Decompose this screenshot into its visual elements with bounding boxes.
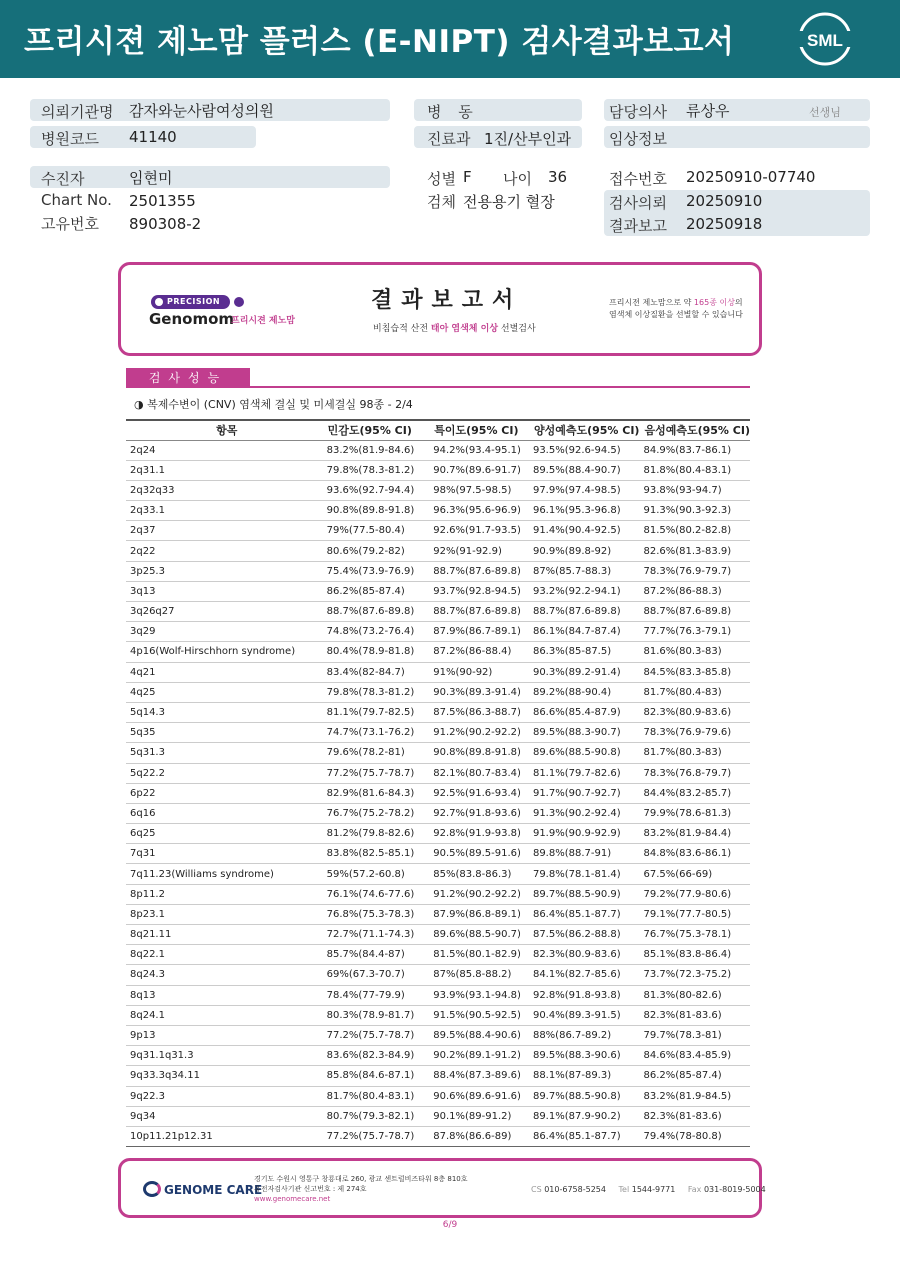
table-cell: 2q31.1 [126, 460, 323, 480]
footer-address: 경기도 수원시 영통구 창룡대로 260, 광교 센트럴비즈타워 8층 810호 유전자검사기관 신고번호 : 제 274호 www.genomecare.net [254, 1175, 468, 1203]
table-cell: 98%(97.5-98.5) [429, 480, 529, 500]
table-cell: 86.1%(84.7-87.4) [529, 622, 640, 642]
table-cell: 89.5%(88.4-90.7) [529, 460, 640, 480]
table-cell: 92.7%(91.8-93.6) [429, 803, 529, 823]
table-cell: 10p11.21p12.31 [126, 1126, 323, 1146]
table-cell: 69%(67.3-70.7) [323, 965, 430, 985]
table-cell: 85.1%(83.8-86.4) [639, 945, 750, 965]
patient-name-value: 임현미 [129, 169, 173, 187]
table-cell: 96.3%(95.6-96.9) [429, 501, 529, 521]
table-cell: 79.7%(78.3-81) [639, 1025, 750, 1045]
table-cell: 4q25 [126, 682, 323, 702]
age-label: 나이 [503, 170, 532, 188]
table-cell: 89.7%(88.5-90.8) [529, 1086, 640, 1106]
table-cell: 76.7%(75.3-78.1) [639, 925, 750, 945]
table-cell: 89.8%(88.7-91) [529, 844, 640, 864]
table-row [126, 581, 750, 601]
table-cell: 74.8%(73.2-76.4) [323, 622, 430, 642]
table-row [126, 702, 750, 722]
report-subtitle: 비침습적 산전 태아 염색체 이상 선별검사 [373, 324, 536, 334]
table-cell: 77.2%(75.7-78.7) [323, 763, 430, 783]
request-date-value: 20250910 [686, 192, 763, 210]
table-cell: 87.2%(86-88.3) [639, 581, 750, 601]
table-cell: 84.5%(83.3-85.8) [639, 662, 750, 682]
table-row [126, 803, 750, 823]
table-cell: 83.2%(81.9-84.6) [323, 440, 430, 460]
chart-no-value: 2501355 [129, 192, 196, 210]
table-cell: 82.3%(80.9-83.6) [529, 945, 640, 965]
table-cell: 79.2%(77.9-80.6) [639, 884, 750, 904]
table-cell: 76.7%(75.2-78.2) [323, 803, 430, 823]
table-row [126, 1126, 750, 1146]
sml-logo [797, 11, 853, 67]
table-cell: 92%(91-92.9) [429, 541, 529, 561]
table-cell: 8q22.1 [126, 945, 323, 965]
table-cell: 79.6%(78.2-81) [323, 743, 430, 763]
section-divider [126, 386, 750, 388]
table-cell: 9q22.3 [126, 1086, 323, 1106]
table-cell: 94.2%(93.4-95.1) [429, 440, 529, 460]
table-row [126, 662, 750, 682]
genomom-logo: Genomom [149, 310, 235, 328]
table-cell: 89.7%(88.5-90.9) [529, 884, 640, 904]
column-header-item: 항목 [126, 420, 323, 440]
table-row [126, 642, 750, 662]
table-row [126, 884, 750, 904]
table-cell: 78.3%(76.9-79.6) [639, 723, 750, 743]
table-cell: 86.2%(85-87.4) [639, 1066, 750, 1086]
table-cell: 78.3%(76.9-79.7) [639, 561, 750, 581]
table-cell: 89.5%(88.3-90.7) [529, 723, 640, 743]
table-row [126, 1066, 750, 1086]
table-cell: 9q31.1q31.3 [126, 1046, 323, 1066]
dept-label: 진료과 [427, 130, 471, 148]
table-cell: 9p13 [126, 1025, 323, 1045]
table-cell: 93.5%(92.6-94.5) [529, 440, 640, 460]
table-cell: 84.1%(82.7-85.6) [529, 965, 640, 985]
table-row [126, 622, 750, 642]
column-header-specificity: 특이도(95% CI) [429, 420, 529, 440]
table-cell: 86.6%(85.4-87.9) [529, 702, 640, 722]
page-title: 프리시젼 제노맘 플러스 (E-NIPT) 검사결과보고서 [24, 24, 735, 60]
genomecare-mark-icon [143, 1181, 161, 1197]
table-cell: 81.3%(80-82.6) [639, 985, 750, 1005]
top-bar [0, 0, 900, 78]
table-row [126, 440, 750, 460]
table-cell: 90.8%(89.8-91.8) [323, 501, 430, 521]
table-cell: 3q13 [126, 581, 323, 601]
table-cell: 84.6%(83.4-85.9) [639, 1046, 750, 1066]
table-cell: 9q33.3q34.11 [126, 1066, 323, 1086]
table-cell: 90.4%(89.3-91.5) [529, 1005, 640, 1025]
table-row [126, 602, 750, 622]
table-cell: 82.3%(81-83.6) [639, 1005, 750, 1025]
footer-url[interactable]: www.genomecare.net [254, 1195, 331, 1203]
specimen-label: 검체 [427, 193, 456, 211]
table-cell: 93.9%(93.1-94.8) [429, 985, 529, 1005]
table-cell: 5q31.3 [126, 743, 323, 763]
column-header-npv: 음성예측도(95% CI) [639, 420, 750, 440]
table-cell: 78.3%(76.8-79.7) [639, 763, 750, 783]
genomom-sub-label: 프리시젼 제노맘 [231, 316, 295, 326]
table-row [126, 844, 750, 864]
chart-no-label: Chart No. [41, 191, 112, 209]
table-cell: 87%(85.7-88.3) [529, 561, 640, 581]
table-row [126, 783, 750, 803]
table-cell: 75.4%(73.9-76.9) [323, 561, 430, 581]
table-cell: 87.5%(86.2-88.8) [529, 925, 640, 945]
table-cell: 80.7%(79.3-82.1) [323, 1106, 430, 1126]
table-row [126, 743, 750, 763]
table-cell: 8q24.1 [126, 1005, 323, 1025]
table-cell: 82.9%(81.6-84.3) [323, 783, 430, 803]
table-row [126, 945, 750, 965]
table-cell: 87.9%(86.7-89.1) [429, 622, 529, 642]
table-cell: 7q11.23(Williams syndrome) [126, 864, 323, 884]
table-row [126, 925, 750, 945]
table-cell: 89.2%(88-90.4) [529, 682, 640, 702]
table-cell: 83.2%(81.9-84.4) [639, 824, 750, 844]
table-cell: 2q33.1 [126, 501, 323, 521]
table-row [126, 723, 750, 743]
table-row [126, 682, 750, 702]
institution-label: 의뢰기관명 [41, 103, 114, 121]
table-cell: 7q31 [126, 844, 323, 864]
table-cell: 90.8%(89.8-91.8) [429, 743, 529, 763]
table-row [126, 1005, 750, 1025]
table-cell: 79.8%(78.3-81.2) [323, 460, 430, 480]
report-title: 결과보고서 [371, 288, 523, 313]
table-cell: 81.8%(80.4-83.1) [639, 460, 750, 480]
receipt-no-value: 20250910-07740 [686, 168, 816, 186]
ward-label: 병 동 [427, 103, 479, 121]
table-cell: 81.7%(80.4-83) [639, 682, 750, 702]
table-cell: 88.7%(87.6-89.8) [429, 561, 529, 581]
table-cell: 8p23.1 [126, 904, 323, 924]
table-cell: 88.7%(87.6-89.8) [429, 602, 529, 622]
table-cell: 90.7%(89.6-91.7) [429, 460, 529, 480]
table-cell: 91.9%(90.9-92.9) [529, 824, 640, 844]
table-header-row [126, 420, 750, 440]
sex-label: 성별 [427, 170, 456, 188]
table-cell: 92.5%(91.6-93.4) [429, 783, 529, 803]
table-cell: 85%(83.8-86.3) [429, 864, 529, 884]
table-cell: 87.9%(86.8-89.1) [429, 904, 529, 924]
doctor-value: 류상우 [686, 102, 730, 120]
table-cell: 88.1%(87-89.3) [529, 1066, 640, 1086]
table-cell: 83.2%(81.9-84.5) [639, 1086, 750, 1106]
column-header-ppv: 양성예측도(95% CI) [529, 420, 640, 440]
table-cell: 5q35 [126, 723, 323, 743]
table-cell: 90.9%(89.8-92) [529, 541, 640, 561]
table-cell: 89.6%(88.5-90.7) [429, 925, 529, 945]
table-cell: 93.7%(92.8-94.5) [429, 581, 529, 601]
table-cell: 82.1%(80.7-83.4) [429, 763, 529, 783]
table-row [126, 1046, 750, 1066]
table-cell: 76.1%(74.6-77.6) [323, 884, 430, 904]
table-cell: 3p25.3 [126, 561, 323, 581]
table-cell: 87.2%(86-88.4) [429, 642, 529, 662]
table-row [126, 965, 750, 985]
table-row [126, 904, 750, 924]
table-cell: 90.3%(89.3-91.4) [429, 682, 529, 702]
table-cell: 6q16 [126, 803, 323, 823]
table-cell: 88.7%(87.6-89.8) [323, 602, 430, 622]
table-cell: 87%(85.8-88.2) [429, 965, 529, 985]
table-cell: 92.8%(91.8-93.8) [529, 985, 640, 1005]
table-cell: 79.1%(77.7-80.5) [639, 904, 750, 924]
table-cell: 93.6%(92.7-94.4) [323, 480, 430, 500]
table-cell: 6q25 [126, 824, 323, 844]
table-row [126, 521, 750, 541]
table-cell: 89.6%(88.5-90.8) [529, 743, 640, 763]
table-row [126, 480, 750, 500]
table-cell: 85.8%(84.6-87.1) [323, 1066, 430, 1086]
institution-value: 감자와눈사람여성의원 [129, 102, 274, 120]
table-cell: 72.7%(71.1-74.3) [323, 925, 430, 945]
table-cell: 81.6%(80.3-83) [639, 642, 750, 662]
table-cell: 77.2%(75.7-78.7) [323, 1126, 430, 1146]
table-cell: 82.3%(80.9-83.6) [639, 702, 750, 722]
table-cell: 83.8%(82.5-85.1) [323, 844, 430, 864]
table-cell: 8q21.11 [126, 925, 323, 945]
table-cell: 79.4%(78-80.8) [639, 1126, 750, 1146]
table-cell: 86.4%(85.1-87.7) [529, 1126, 640, 1146]
table-cell: 90.2%(89.1-91.2) [429, 1046, 529, 1066]
table-cell: 83.4%(82-84.7) [323, 662, 430, 682]
request-date-label: 검사의뢰 [609, 194, 667, 212]
table-cell: 81.7%(80.4-83.1) [323, 1086, 430, 1106]
table-cell: 3q26q27 [126, 602, 323, 622]
doctor-label: 담당의사 [609, 103, 667, 121]
precision-badge: PRECISION [151, 295, 230, 309]
table-cell: 2q32q33 [126, 480, 323, 500]
genomecare-logo: GENOME CARE [143, 1181, 262, 1197]
table-cell: 5q14.3 [126, 702, 323, 722]
page-number: 6/9 [442, 1220, 458, 1230]
table-cell: 59%(57.2-60.8) [323, 864, 430, 884]
table-row [126, 541, 750, 561]
table-cell: 77.2%(75.7-78.7) [323, 1025, 430, 1045]
table-cell: 92.6%(91.7-93.5) [429, 521, 529, 541]
table-cell: 88.4%(87.3-89.6) [429, 1066, 529, 1086]
table-cell: 6p22 [126, 783, 323, 803]
table-cell: 91.2%(90.2-92.2) [429, 723, 529, 743]
patient-name-label: 수진자 [41, 170, 85, 188]
table-cell: 8q24.3 [126, 965, 323, 985]
report-header-panel [118, 262, 762, 356]
table-row [126, 460, 750, 480]
table-row [126, 824, 750, 844]
table-cell: 5q22.2 [126, 763, 323, 783]
table-cell: 85.7%(84.4-87) [323, 945, 430, 965]
table-cell: 82.6%(81.3-83.9) [639, 541, 750, 561]
table-cell: 84.9%(83.7-86.1) [639, 440, 750, 460]
hospital-code-value: 41140 [129, 128, 177, 146]
table-row [126, 1086, 750, 1106]
specimen-value: 전용용기 혈장 [463, 193, 555, 211]
table-cell: 4p16(Wolf-Hirschhorn syndrome) [126, 642, 323, 662]
table-cell: 79%(77.5-80.4) [323, 521, 430, 541]
table-cell: 88%(86.7-89.2) [529, 1025, 640, 1045]
table-row [126, 501, 750, 521]
table-cell: 81.2%(79.8-82.6) [323, 824, 430, 844]
receipt-no-label: 접수번호 [609, 170, 667, 188]
svg-text:SML: SML [807, 31, 843, 50]
table-cell: 81.1%(79.7-82.6) [529, 763, 640, 783]
table-cell: 79.8%(78.3-81.2) [323, 682, 430, 702]
report-date-value: 20250918 [686, 215, 763, 233]
table-cell: 2q24 [126, 440, 323, 460]
table-cell: 91.4%(90.4-92.5) [529, 521, 640, 541]
table-cell: 79.8%(78.1-81.4) [529, 864, 640, 884]
table-row [126, 561, 750, 581]
table-cell: 91.7%(90.7-92.7) [529, 783, 640, 803]
table-cell: 74.7%(73.1-76.2) [323, 723, 430, 743]
table-cell: 92.8%(91.9-93.8) [429, 824, 529, 844]
table-cell: 80.3%(78.9-81.7) [323, 1005, 430, 1025]
table-cell: 76.8%(75.3-78.3) [323, 904, 430, 924]
table-row [126, 763, 750, 783]
table-cell: 90.6%(89.6-91.6) [429, 1086, 529, 1106]
sex-value: F [463, 168, 472, 186]
table-cell: 4q21 [126, 662, 323, 682]
table-cell: 88.7%(87.6-89.8) [639, 602, 750, 622]
table-cell: 84.8%(83.6-86.1) [639, 844, 750, 864]
table-cell: 91%(90-92) [429, 662, 529, 682]
table-row [126, 985, 750, 1005]
table-cell: 77.7%(76.3-79.1) [639, 622, 750, 642]
age-value: 36 [548, 168, 568, 186]
table-cell: 88.7%(87.6-89.8) [529, 602, 640, 622]
table-cell: 9q34 [126, 1106, 323, 1126]
table-cell: 96.1%(95.3-96.8) [529, 501, 640, 521]
table-cell: 86.4%(85.1-87.7) [529, 904, 640, 924]
table-cell: 8p11.2 [126, 884, 323, 904]
table-row [126, 1025, 750, 1045]
clinical-label: 임상정보 [609, 130, 667, 148]
table-cell: 87.8%(86.6-89) [429, 1126, 529, 1146]
table-cell: 2q22 [126, 541, 323, 561]
table-cell: 81.1%(79.7-82.5) [323, 702, 430, 722]
unique-id-label: 고유번호 [41, 215, 99, 233]
table-cell: 90.3%(89.2-91.4) [529, 662, 640, 682]
table-cell: 91.3%(90.3-92.3) [639, 501, 750, 521]
table-cell: 89.5%(88.4-90.6) [429, 1025, 529, 1045]
doctor-suffix: 선생님 [809, 106, 841, 119]
table-row [126, 1106, 750, 1126]
table-cell: 67.5%(66-69) [639, 864, 750, 884]
table-cell: 89.5%(88.3-90.6) [529, 1046, 640, 1066]
table-cell: 81.7%(80.3-83) [639, 743, 750, 763]
table-cell: 81.5%(80.1-82.9) [429, 945, 529, 965]
report-blurb: 프리시젼 제노맘으로 약 165종 이상의 염색체 이상질환을 선별할 수 있습니다 [609, 298, 743, 319]
table-cell: 78.4%(77-79.9) [323, 985, 430, 1005]
table-cell: 87.5%(86.3-88.7) [429, 702, 529, 722]
table-cell: 84.4%(83.2-85.7) [639, 783, 750, 803]
footer-panel [118, 1158, 766, 1218]
table-cell: 91.3%(90.2-92.4) [529, 803, 640, 823]
column-header-sensitivity: 민감도(95% CI) [323, 420, 430, 440]
table-cell: 86.3%(85-87.5) [529, 642, 640, 662]
table-cell: 86.2%(85-87.4) [323, 581, 430, 601]
table-cell: 82.3%(81-83.6) [639, 1106, 750, 1126]
table-cell: 97.9%(97.4-98.5) [529, 480, 640, 500]
table-cell: 93.8%(93-94.7) [639, 480, 750, 500]
section-subtitle: ◑ 복제수변이 (CNV) 염색체 결실 및 미세결실 98종 - 2/4 [134, 398, 413, 411]
table-cell: 3q29 [126, 622, 323, 642]
performance-table [126, 419, 750, 1147]
table-cell: 90.1%(89-91.2) [429, 1106, 529, 1126]
table-cell: 91.5%(90.5-92.5) [429, 1005, 529, 1025]
hospital-code-label: 병원코드 [41, 130, 99, 148]
table-cell: 91.2%(90.2-92.2) [429, 884, 529, 904]
report-date-label: 결과보고 [609, 217, 667, 235]
table-cell: 8q13 [126, 985, 323, 1005]
table-cell: 80.4%(78.9-81.8) [323, 642, 430, 662]
table-cell: 81.5%(80.2-82.8) [639, 521, 750, 541]
section-tab: 검사성능 [126, 368, 250, 388]
table-cell: 79.9%(78.6-81.3) [639, 803, 750, 823]
dept-value: 1진/산부인과 [484, 130, 572, 148]
table-cell: 93.2%(92.2-94.1) [529, 581, 640, 601]
table-cell: 83.6%(82.3-84.9) [323, 1046, 430, 1066]
unique-id-value: 890308-2 [129, 215, 202, 233]
table-cell: 80.6%(79.2-82) [323, 541, 430, 561]
table-cell: 90.5%(89.5-91.6) [429, 844, 529, 864]
footer-contacts: CS 010-6758-5254 Tel 1544-9771 Fax 031-8019-5004 [531, 1185, 766, 1194]
table-body [126, 440, 750, 1147]
table-cell: 73.7%(72.3-75.2) [639, 965, 750, 985]
table-cell: 2q37 [126, 521, 323, 541]
table-row [126, 864, 750, 884]
table-cell: 89.1%(87.9-90.2) [529, 1106, 640, 1126]
